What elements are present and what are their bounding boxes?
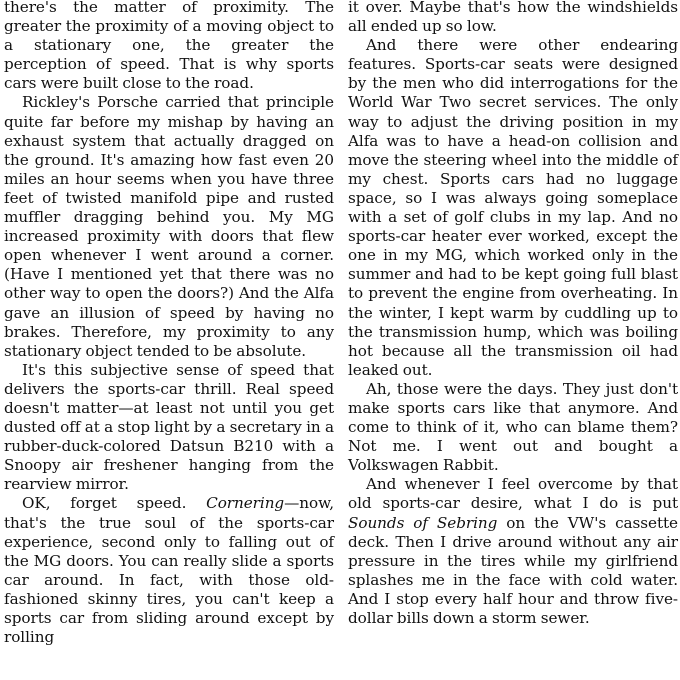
paragraph-subjective-speed: It's this subjective sense of speed that delivers the sports-car thrill. Real speed doesn't matter—at least not until you get dusted off at a stop light by a secretary in a rubber-duck-colored Datsun B210 with a Snoopy air freshener hanging from the rearview mirror. bbox=[4, 360, 334, 494]
paragraph-cornering-rest: —now, that's the true soul of the sports-car experience, second only to falling out of the MG doors. You can really slide a sports car around. In fact, with those old-fashioned skinny tires, you can't keep a sports car from sliding around except by rolling bbox=[4, 494, 334, 647]
paragraph-sebring-italic: Sounds of Sebring bbox=[348, 513, 498, 532]
paragraph-windshields: it over. Maybe that's how the windshields all ended up so low. bbox=[348, 0, 678, 36]
paragraph-sebring-lead: And whenever I feel overcome by that old sports-car desire, what I do is put bbox=[348, 475, 678, 513]
paragraph-porsche: Rickley's Porsche carried that principle quite far before my mishap by having an exhaust system that actually dragged on the ground. It's amazing how fast even 20 miles an hour seems when you have three feet of twisted manifold pipe and rusted muffler dragging behind you. My MG increased proximity with doors that flew open whenever I went around a corner. (Have I mentioned yet that there was no other way to open the doors?) And the Alfa gave an illusion of speed by having no brakes. Therefore, my proximity to any stationary object tended to be absolute. bbox=[4, 93, 334, 360]
paragraph-sounds-of-sebring bbox=[348, 475, 678, 628]
right-column bbox=[348, 0, 678, 628]
paragraph-sebring-rest: on the VW's cassette deck. Then I drive around without any air pressure in the tires while my girlfriend splashes me in the face with cold water. And I stop every half hour and throw five-dollar bills down a storm sewer. bbox=[348, 513, 678, 627]
paragraph-proximity: there's the matter of proximity. The greater the proximity of a moving object to a stationary one, the greater the perception of speed. That is why sports cars were built close to the road. bbox=[4, 0, 334, 93]
paragraph-cornering-lead: OK, forget speed. bbox=[22, 494, 207, 513]
left-column bbox=[4, 0, 334, 647]
paragraph-endearing-features: And there were other endearing features. Sports-car seats were designed by the men who did interrogations for the World War Two secret services. The only way to adjust the driving position in my Alfa was to have a head-on collision and move the steering wheel into the middle of my chest. Sports cars had no luggage space, so I was always going someplace with a set of golf clubs in my lap. And no sports-car heater ever worked, except the one in my MG, which worked only in the summer and had to be kept going full blast to prevent the engine from overheating. In the winter, I kept warm by cuddling up to the transmission hump, which was boiling hot because all the transmission oil had leaked out. bbox=[348, 36, 678, 379]
paragraph-cornering-italic: Cornering bbox=[206, 494, 285, 513]
paragraph-cornering bbox=[4, 494, 334, 647]
paragraph-those-were-the-days: Ah, those were the days. They just don't make sports cars like that anymore. And come to think of it, who can blame them? Not me. I went out and bought a Volkswagen Rabbit. bbox=[348, 379, 678, 475]
